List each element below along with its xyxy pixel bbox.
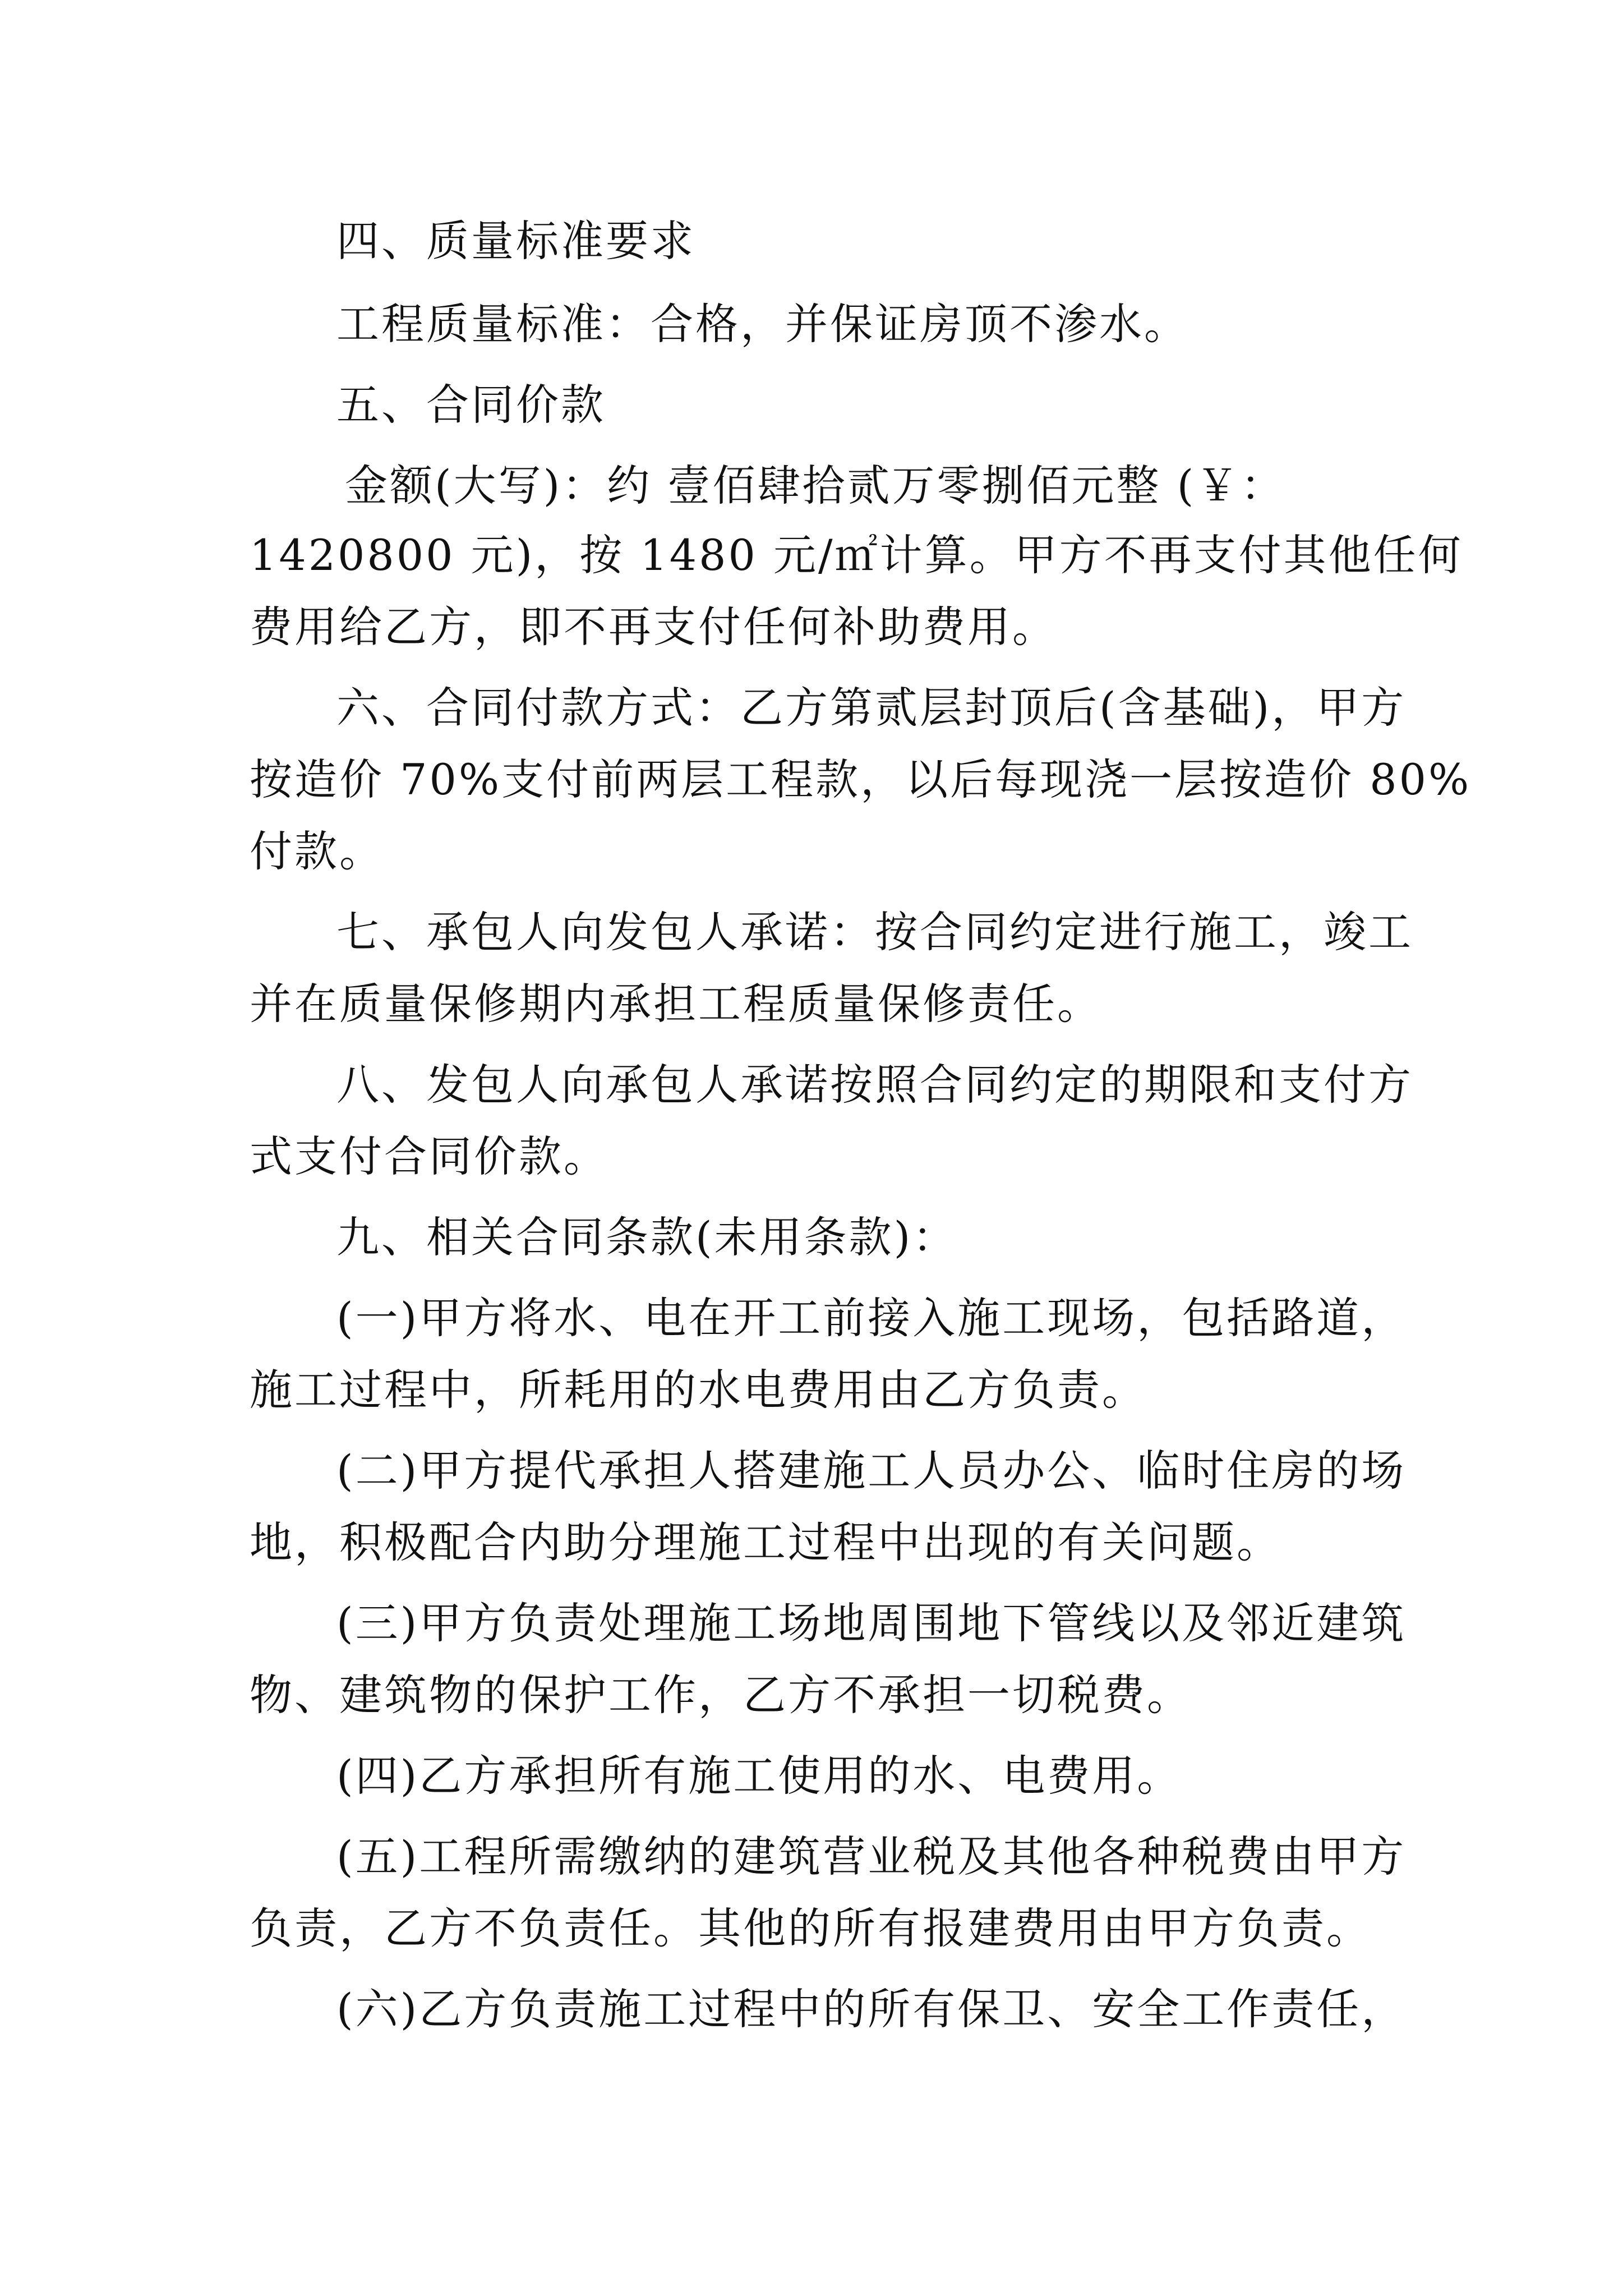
paragraph-line: (二)甲方提代承担人搭建施工人员办公、临时住房的场 — [336, 1446, 1407, 1496]
paragraph-line: 负责，乙方不负责任。其他的所有报建费用由甲方负责。 — [250, 1903, 1371, 1953]
section-heading-payment: 六、合同付款方式：乙方第贰层封顶后(含基础)，甲方 — [336, 683, 1407, 733]
paragraph-line: (四)乙方承担所有施工使用的水、电费用。 — [336, 1751, 1182, 1801]
paragraph-line: 工程质量标准：合格，并保证房顶不渗水。 — [336, 299, 1189, 349]
paragraph-line: (三)甲方负责处理施工场地周围地下管线以及邻近建筑 — [336, 1598, 1407, 1648]
paragraph-line: 按造价 70%支付前两层工程款，以后每现浇一层按造价 80% — [250, 754, 1472, 804]
paragraph-line: (一)甲方将水、电在开工前接入施工现场，包括路道， — [336, 1293, 1407, 1343]
paragraph-line: (五)工程所需缴纳的建筑营业税及其他各种税费由甲方 — [336, 1832, 1407, 1881]
paragraph-line: 物、建筑物的保护工作，乙方不承担一切税费。 — [250, 1670, 1192, 1720]
paragraph-line: 并在质量保修期内承担工程质量保修责任。 — [250, 979, 1102, 1029]
paragraph-line: 1420800 元)，按 1480 元/㎡计算。甲方不再支付其他任何 — [250, 530, 1463, 580]
paragraph-line: 付款。 — [250, 826, 384, 876]
paragraph-line: 金额(大写)：约 壹佰肆拾贰万零捌佰元整 (￥： — [345, 461, 1286, 510]
paragraph-line: 施工过程中，所耗用的水电费用由乙方负责。 — [250, 1365, 1147, 1415]
paragraph-line: 地，积极配合内助分理施工过程中出现的有关问题。 — [250, 1517, 1281, 1567]
section-heading-employer-promise: 八、发包人向承包人承诺按照合同约定的期限和支付方 — [336, 1060, 1413, 1110]
paragraph-line: 式支付合同价款。 — [250, 1131, 608, 1181]
section-heading-price: 五、合同价款 — [336, 380, 606, 430]
paragraph-line: (六)乙方负责施工过程中的所有保卫、安全工作责任， — [336, 1984, 1407, 2034]
section-heading-contractor-promise: 七、承包人向发包人承诺：按合同约定进行施工，竣工 — [336, 907, 1413, 957]
section-heading-related-terms: 九、相关合同条款(未用条款)： — [336, 1212, 958, 1262]
section-heading-quality: 四、质量标准要求 — [336, 216, 695, 266]
paragraph-line: 费用给乙方，即不再支付任何补助费用。 — [250, 602, 1057, 652]
